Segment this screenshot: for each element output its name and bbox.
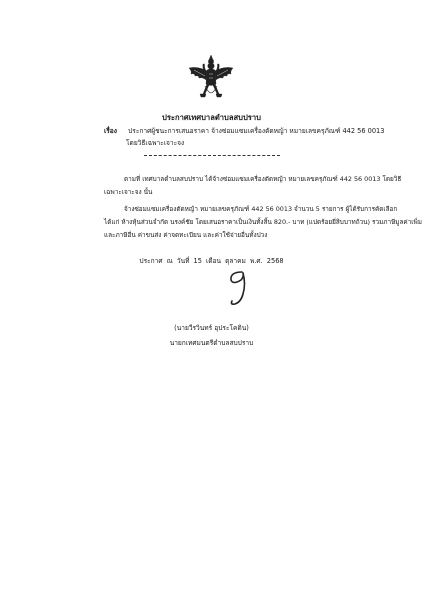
paragraph-2-line-3: และภาษีอื่น ค่าขนส่ง ค่าจดทะเบียน และค่าใช้จ่ายอื่นทั้งปวง: [104, 231, 268, 239]
divider-line: [144, 155, 280, 156]
paragraph-1-line-2: เฉพาะเจาะจง นั้น: [104, 188, 153, 196]
garuda-emblem-icon: [186, 54, 236, 104]
announcement-title: ประกาศเทศบาลตำบลสบปราบ: [162, 113, 261, 122]
signer-position: นายกเทศมนตรีตำบลสบปราบ: [169, 339, 254, 347]
subject-row: [104, 125, 384, 136]
paragraph-2-line-1: จ้างซ่อมแซมเครื่องตัดหญ้า หมายเลขครุภัณฑ์ 442 56 0013 จำนวน 5 รายการ ผู้ได้รับการคัดเลือก: [124, 205, 398, 213]
subject-text: ประกาศผู้ชนะการเสนอราคา จ้างซ่อมแซมเครื่องตัดหญ้า หมายเลขครุภัณฑ์ 442 56 0013: [128, 127, 385, 135]
handwritten-signature: [224, 268, 252, 308]
subject-text-continued: โดยวิธีเฉพาะเจาะจง: [126, 139, 185, 147]
paragraph-2-line-2: ได้แก่ ห้างหุ้นส่วนจำกัด นรงค์ชัย โดยเสนอราคาเป็นเงินทั้งสิ้น 820.- บาท (แปดร้อยยี่สิบบาทถ้วน) รวมภาษีมูลค่าเพิ่ม: [104, 218, 422, 226]
paragraph-1-line-1: ตามที่ เทศบาลตำบลสบปราบ ได้จ้างซ่อมแซมเครื่องตัดหญ้า หมายเลขครุภัณฑ์ 442 56 0013 โดยวิธี: [124, 175, 402, 183]
subject-label: เรื่อง: [104, 127, 117, 135]
announcement-date: ประกาศ ณ วันที่ 15 เดือน ตุลาคม พ.ศ. 2568: [139, 257, 284, 265]
signer-name: (นายวีรวินทร์ อุประโคติน): [174, 324, 249, 332]
